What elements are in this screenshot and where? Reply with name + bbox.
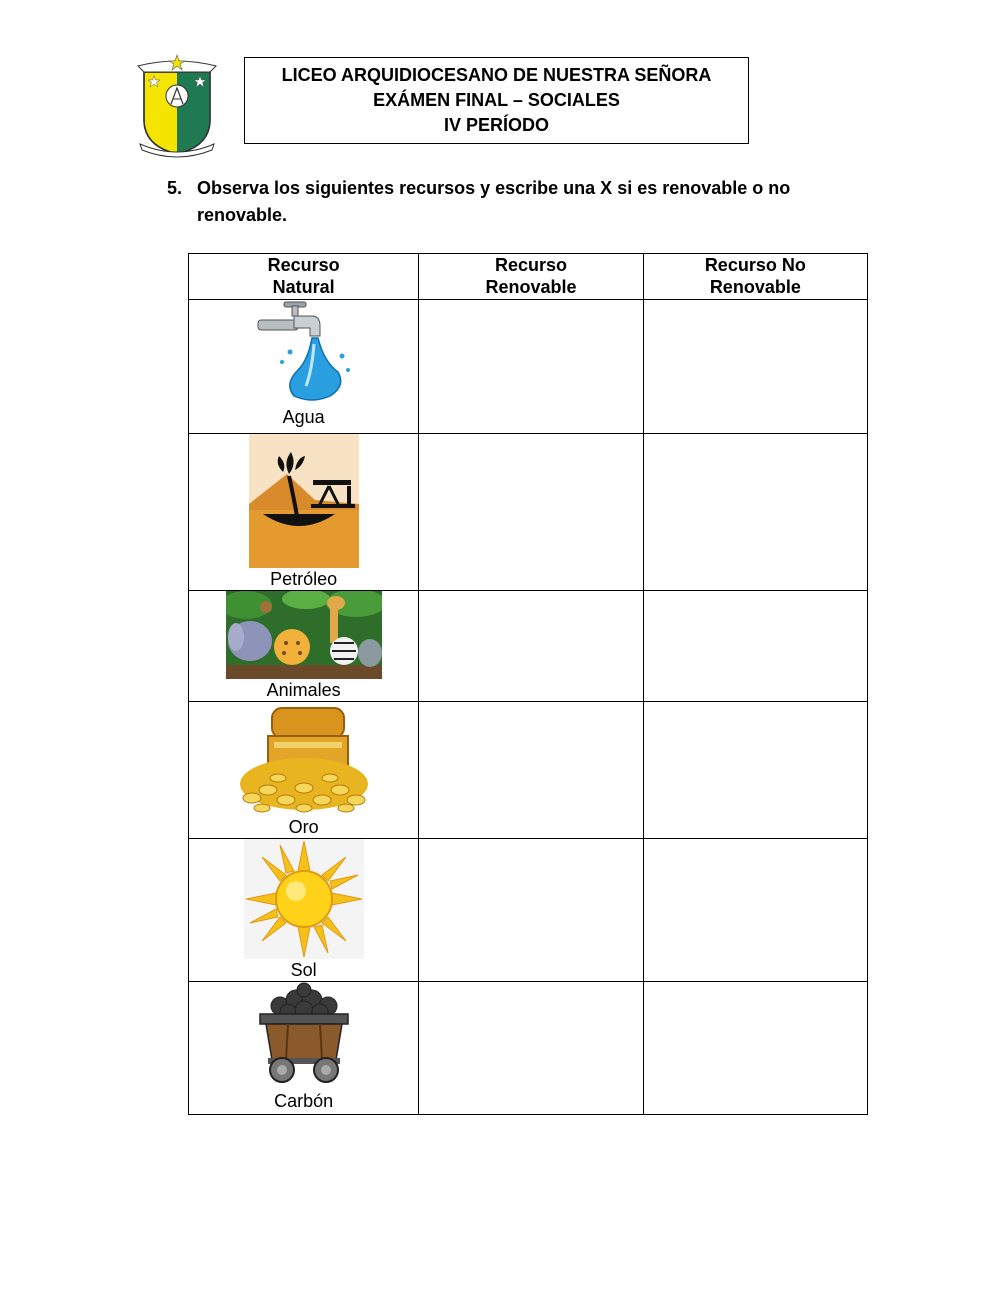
school-name: LICEO ARQUIDIOCESANO DE NUESTRA SEÑORA <box>281 65 712 85</box>
resource-label: Agua <box>282 407 325 427</box>
exam-name: EXÁMEN FINAL – SOCIALES <box>373 90 620 110</box>
jungle-animals-icon <box>226 591 382 679</box>
header-natural: Recurso Natural <box>189 254 419 300</box>
answer-cell-renovable[interactable] <box>419 982 643 1115</box>
answer-cell-no-renovable[interactable] <box>643 702 867 839</box>
resource-label: Oro <box>288 817 319 837</box>
table-row <box>189 591 868 702</box>
resource-cell <box>189 300 419 434</box>
resource-cell <box>189 434 419 591</box>
exam-title-box <box>244 57 749 144</box>
answer-cell-renovable[interactable] <box>419 300 643 434</box>
school-crest-icon <box>136 54 218 158</box>
answer-cell-renovable[interactable] <box>419 839 643 982</box>
sun-icon <box>244 839 364 959</box>
coal-cart-icon <box>254 982 354 1090</box>
answer-cell-renovable[interactable] <box>419 702 643 839</box>
table-row <box>189 839 868 982</box>
header-renovable: Recurso Renovable <box>419 254 643 300</box>
resources-table <box>188 253 868 1115</box>
table-row <box>189 982 868 1115</box>
resource-label: Carbón <box>274 1091 334 1111</box>
question-number: 5. <box>167 178 183 198</box>
answer-cell-no-renovable[interactable] <box>643 300 867 434</box>
question-text: Observa los siguientes recursos y escribe una X si es renovable o no renovable. <box>197 178 791 225</box>
table-row <box>189 702 868 839</box>
table-header-row <box>189 254 868 300</box>
answer-cell-no-renovable[interactable] <box>643 591 867 702</box>
table-row <box>189 300 868 434</box>
oil-pump-icon <box>249 434 359 568</box>
gold-chest-icon <box>238 702 370 816</box>
resource-label: Sol <box>290 960 317 980</box>
answer-cell-renovable[interactable] <box>419 591 643 702</box>
water-faucet-icon <box>254 300 354 406</box>
header-no-renovable: Recurso No Renovable <box>643 254 867 300</box>
answer-cell-no-renovable[interactable] <box>643 982 867 1115</box>
table-row <box>189 434 868 591</box>
resource-label: Petróleo <box>270 569 338 589</box>
answer-cell-renovable[interactable] <box>419 434 643 591</box>
resource-cell <box>189 702 419 839</box>
resource-cell <box>189 591 419 702</box>
resource-label: Animales <box>266 680 341 700</box>
answer-cell-no-renovable[interactable] <box>643 434 867 591</box>
resource-cell <box>189 982 419 1115</box>
exam-period: IV PERÍODO <box>443 115 550 135</box>
answer-cell-no-renovable[interactable] <box>643 839 867 982</box>
resource-cell <box>189 839 419 982</box>
